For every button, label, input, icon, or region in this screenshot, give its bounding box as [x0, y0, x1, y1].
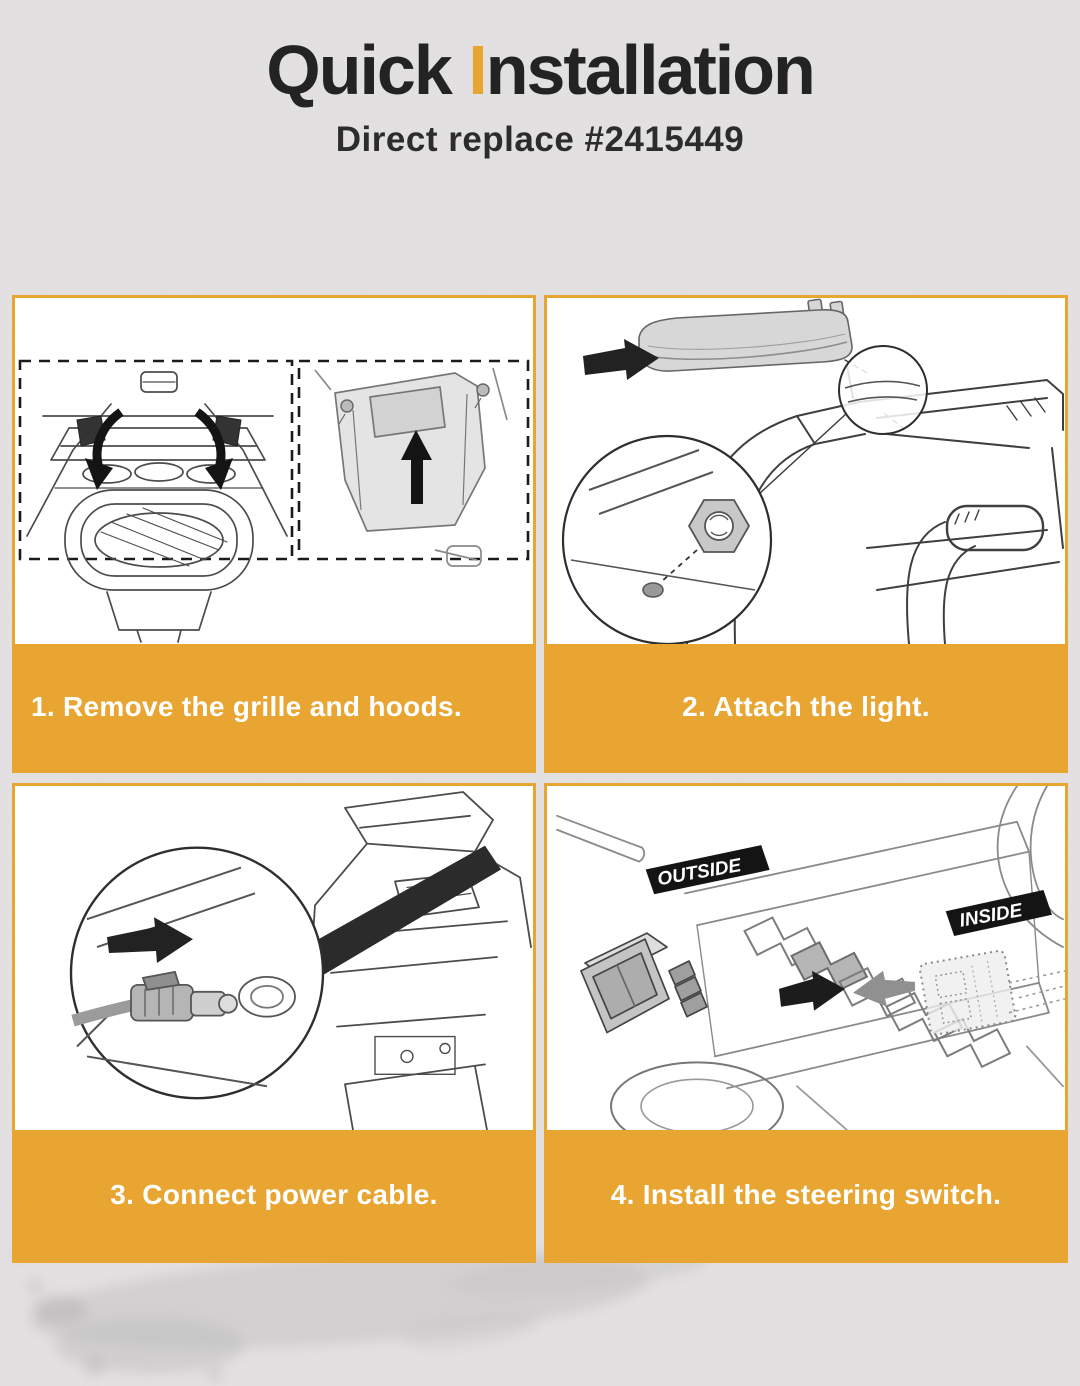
step-panel-1	[12, 295, 536, 773]
rocker-switch-part	[581, 933, 707, 1032]
page-title	[0, 31, 1080, 109]
inside-label: INSIDE	[957, 900, 1024, 932]
step-caption-1: 1. Remove the grille and hoods.	[15, 644, 533, 770]
signal-light-part	[639, 299, 852, 371]
magnifier-circle-connector	[71, 848, 323, 1099]
step4-illustration	[547, 786, 1065, 1130]
step-caption-2: 2. Attach the light.	[547, 644, 1065, 770]
step-panel-2	[544, 295, 1068, 773]
steps-grid	[12, 295, 1068, 1263]
magnifier-circle-nut	[563, 436, 771, 644]
step-panel-4	[544, 783, 1068, 1263]
magnifier-circle-small	[839, 346, 927, 434]
wire-harness-dotted	[1009, 971, 1065, 1013]
outside-label: OUTSIDE	[655, 855, 743, 891]
title-accent-letter: I	[468, 31, 486, 109]
step2-illustration	[547, 298, 1065, 644]
step3-illustration	[15, 786, 533, 1130]
header	[0, 0, 1080, 160]
step-caption-4: 4. Install the steering switch.	[547, 1130, 1065, 1260]
title-word-quick: Quick	[266, 31, 451, 109]
step-panel-3	[12, 783, 536, 1263]
grille-line-drawing	[27, 372, 287, 642]
title-rest: nstallation	[485, 31, 814, 109]
callout-wedge	[308, 846, 501, 977]
wire-connector-dotted	[919, 950, 1016, 1035]
subtitle-replace-number: Direct replace #2415449	[335, 119, 745, 159]
step1-illustration	[15, 298, 533, 644]
outside-tag	[645, 844, 770, 894]
step-caption-3: 3. Connect power cable.	[15, 1130, 533, 1260]
